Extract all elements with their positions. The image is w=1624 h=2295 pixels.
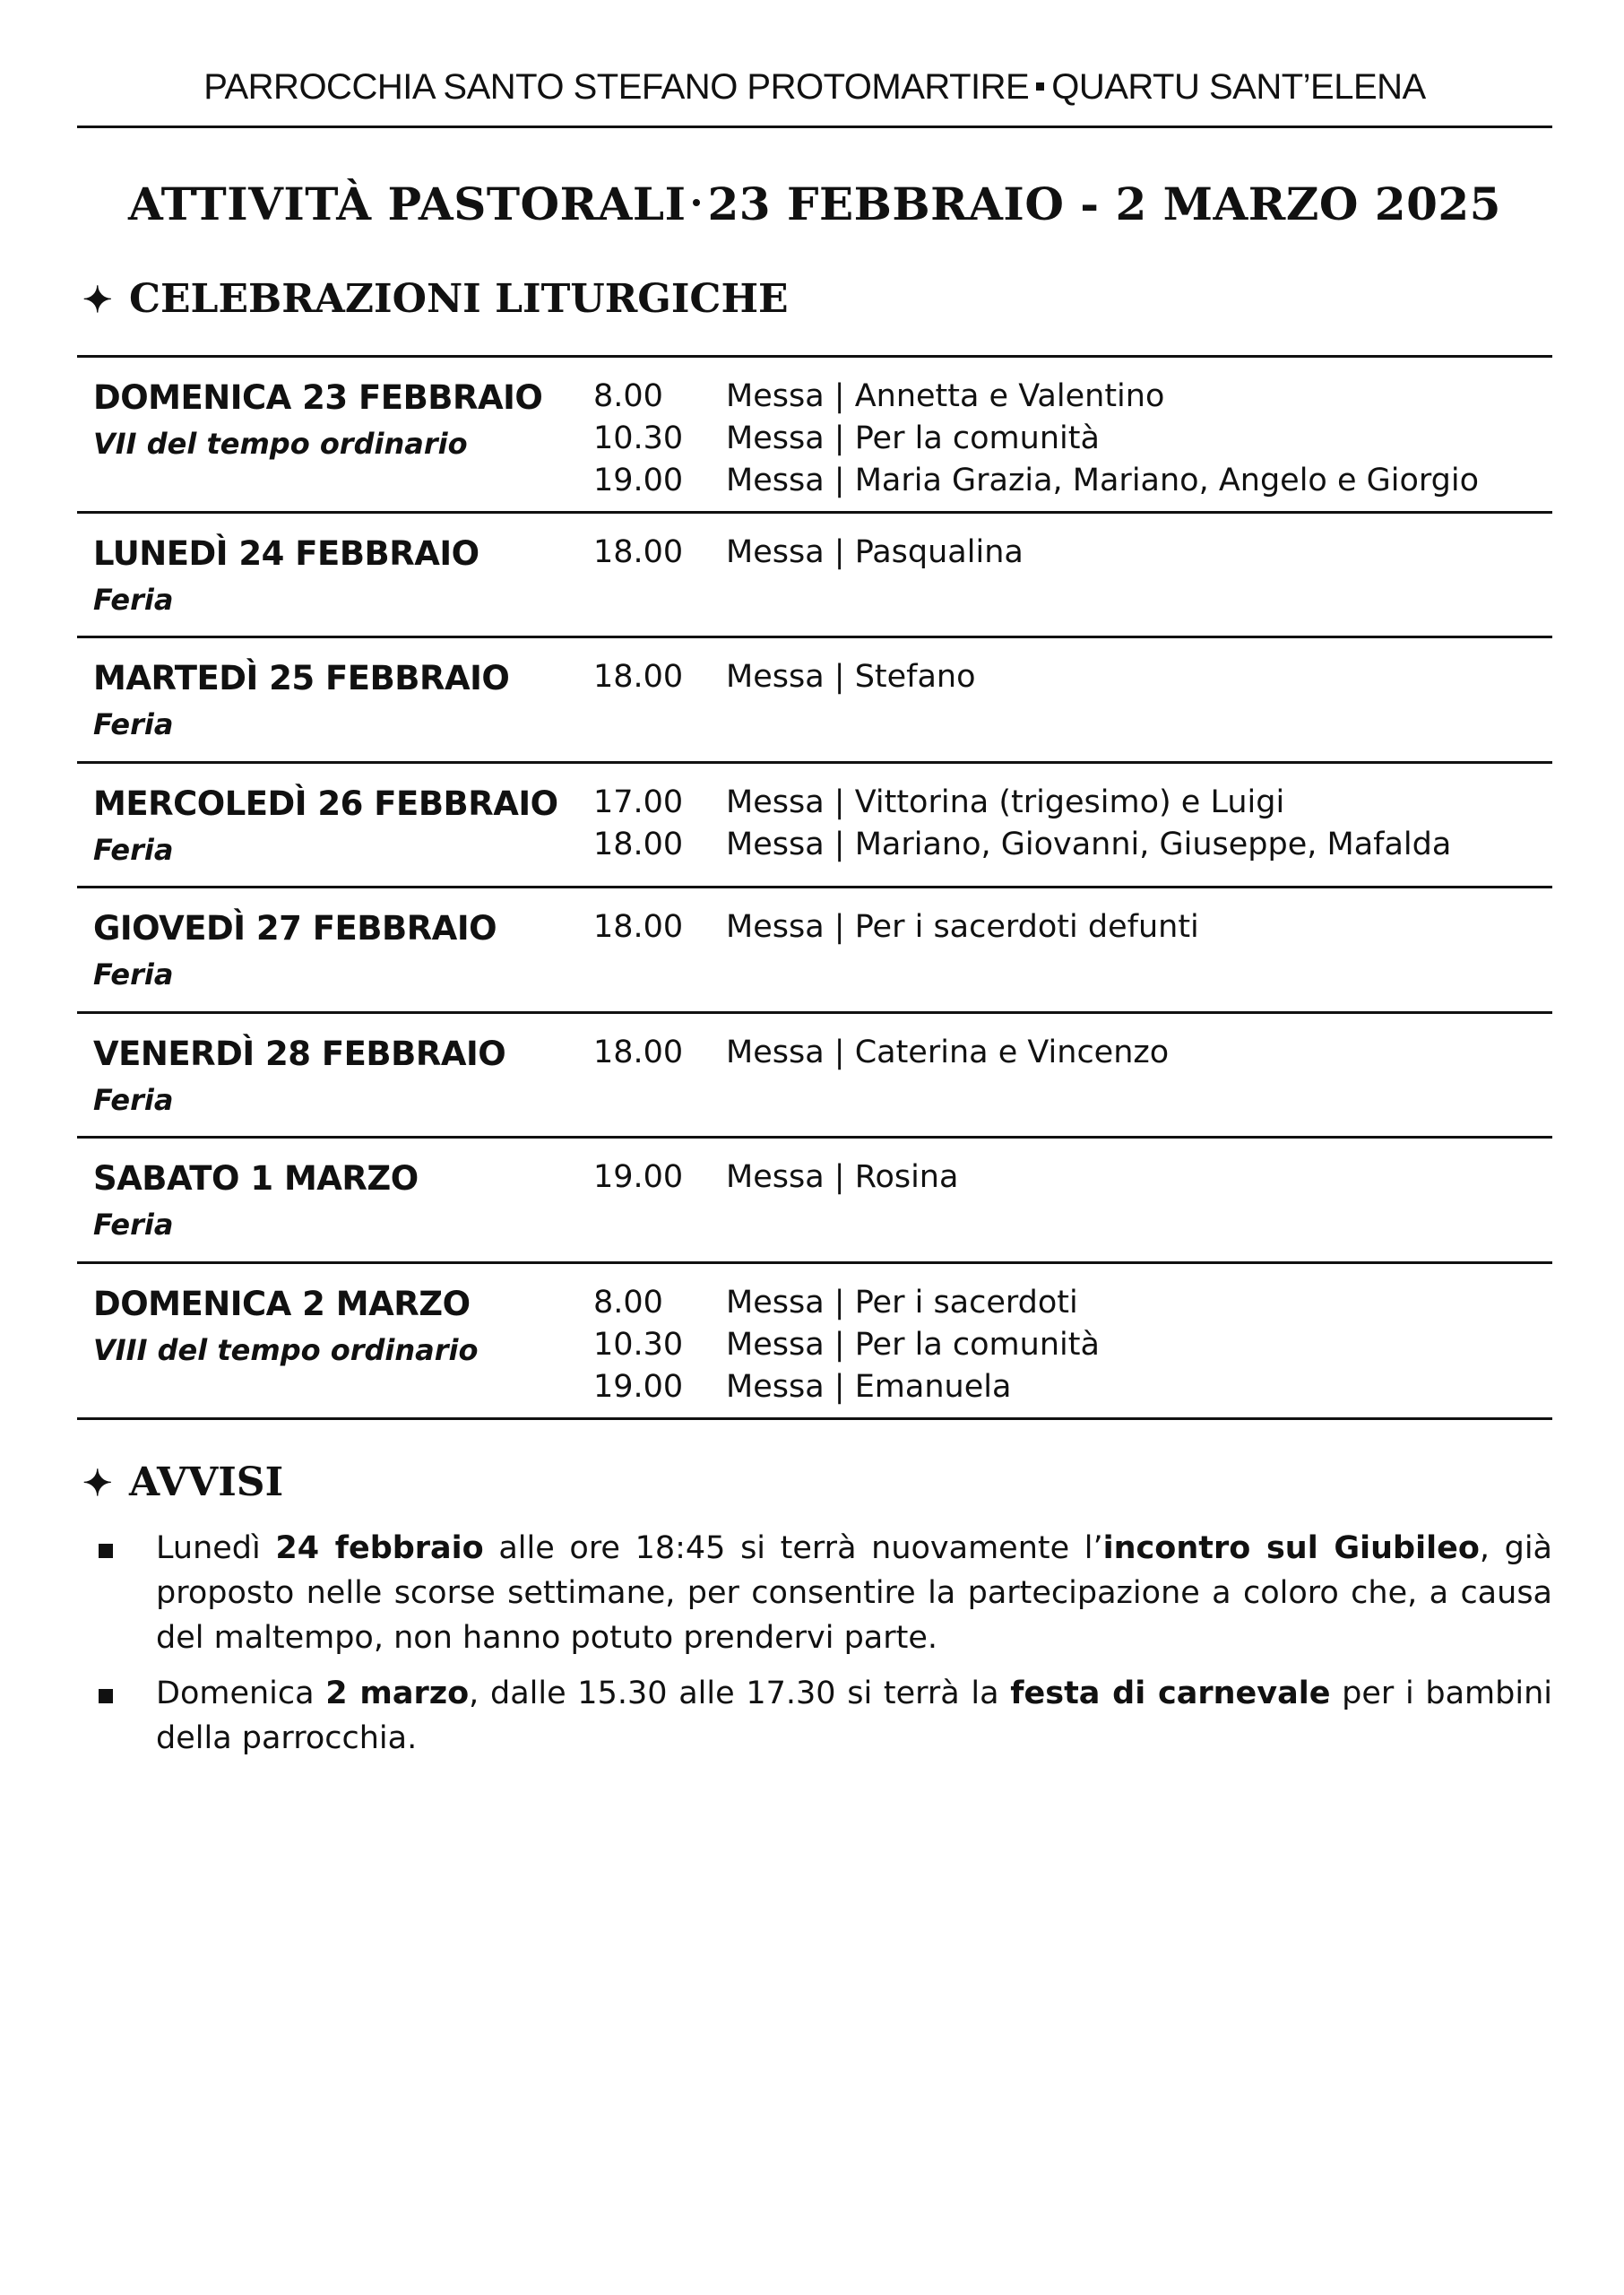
page-title	[77, 176, 1552, 233]
day-name: MERCOLEDÌ 26 FEBBRAIO	[93, 784, 558, 823]
event-item	[593, 460, 1543, 502]
notice-date-highlight: 24 febbraio	[275, 1530, 484, 1566]
event-time: 10.30	[593, 1327, 684, 1363]
day-name: VENERDÌ 28 FEBBRAIO	[93, 1035, 506, 1073]
day-name: LUNEDÌ 24 FEBBRAIO	[93, 534, 479, 573]
event-description: Messa | Mariano, Giovanni, Giuseppe, Mafalda	[726, 827, 1452, 862]
event-item	[593, 1282, 1543, 1324]
schedule-row	[77, 638, 1552, 764]
notice-text: Domenica	[156, 1676, 326, 1711]
day-name: DOMENICA 23 FEBBRAIO	[93, 378, 543, 417]
day-name: GIOVEDÌ 27 FEBBRAIO	[93, 909, 497, 948]
event-time: 18.00	[593, 659, 684, 695]
schedule-row	[77, 1139, 1552, 1264]
header-divider	[77, 126, 1552, 128]
event-list	[593, 532, 1543, 574]
schedule-row	[77, 514, 1552, 638]
event-item	[593, 782, 1543, 824]
event-time: 10.30	[593, 420, 684, 456]
notice-event-highlight: incontro sul Giubileo	[1102, 1530, 1480, 1566]
event-time: 19.00	[593, 1159, 684, 1195]
event-description: Messa | Per i sacerdoti	[726, 1285, 1078, 1321]
day-name: MARTEDÌ 25 FEBBRAIO	[93, 659, 510, 697]
event-list	[593, 656, 1543, 698]
notice-text: , dalle 15.30 alle 17.30 si terrà la	[469, 1676, 1011, 1711]
day-liturgical-note: VII del tempo ordinario	[93, 427, 468, 461]
dot-separator-icon	[693, 199, 700, 206]
square-bullet-icon	[99, 1689, 113, 1703]
section-heading-liturgy	[82, 274, 789, 325]
event-item	[593, 1156, 1543, 1199]
event-time: 8.00	[593, 1285, 663, 1321]
event-item	[593, 824, 1543, 866]
notice-item	[77, 1671, 1552, 1761]
event-time: 19.00	[593, 1369, 684, 1405]
event-description: Messa | Emanuela	[726, 1369, 1012, 1405]
event-time: 18.00	[593, 1035, 684, 1070]
notice-item	[77, 1526, 1552, 1660]
schedule-row	[77, 1014, 1552, 1139]
section-heading-notices	[82, 1458, 283, 1509]
event-item	[593, 656, 1543, 698]
event-list	[593, 1156, 1543, 1199]
parish-town: QUARTU SANT’ELENA	[1051, 67, 1426, 107]
event-time: 17.00	[593, 784, 684, 820]
event-description: Messa | Per i sacerdoti defunti	[726, 909, 1199, 945]
day-liturgical-note: Feria	[93, 583, 174, 617]
page-title-dates: 23 FEBBRAIO - 2 MARZO 2025	[707, 178, 1501, 230]
event-list	[593, 782, 1543, 866]
event-item	[593, 532, 1543, 574]
notices-list	[77, 1526, 1552, 1771]
event-time: 8.00	[593, 378, 663, 414]
section-heading-liturgy-label: CELEBRAZIONI LITURGICHE	[129, 276, 789, 322]
event-description: Messa | Vittorina (trigesimo) e Luigi	[726, 784, 1285, 820]
liturgy-schedule-table	[77, 355, 1552, 1420]
event-list	[593, 1282, 1543, 1408]
event-description: Messa | Caterina e Vincenzo	[726, 1035, 1170, 1070]
parish-name: PARROCCHIA SANTO STEFANO PROTOMARTIRE	[203, 67, 1030, 107]
day-liturgical-note: Feria	[93, 1208, 174, 1242]
day-name: DOMENICA 2 MARZO	[93, 1285, 471, 1323]
event-item	[593, 376, 1543, 418]
four-pointed-star-icon: ✦	[82, 279, 113, 321]
notice-text: Lunedì	[156, 1530, 276, 1566]
event-description: Messa | Stefano	[726, 659, 976, 695]
event-item	[593, 418, 1543, 460]
event-description: Messa | Pasqualina	[726, 534, 1024, 570]
day-liturgical-note: Feria	[93, 833, 174, 867]
notice-text: per i bambini della parrocchia.	[156, 1676, 1552, 1756]
day-liturgical-note: Feria	[93, 1083, 174, 1117]
section-heading-notices-label: AVVISI	[129, 1459, 284, 1505]
day-liturgical-note: Feria	[93, 957, 174, 992]
event-time: 18.00	[593, 909, 684, 945]
schedule-row	[77, 764, 1552, 888]
event-item	[593, 906, 1543, 948]
event-description: Messa | Maria Grazia, Mariano, Angelo e Giorgio	[726, 463, 1480, 498]
event-description: Messa | Annetta e Valentino	[726, 378, 1165, 414]
event-list	[593, 906, 1543, 948]
notice-text: alle ore 18:45 si terrà nuovamente l’	[483, 1530, 1103, 1566]
square-separator-icon	[1036, 82, 1044, 91]
parish-header	[77, 65, 1552, 109]
day-liturgical-note: Feria	[93, 707, 174, 741]
notice-event-highlight: festa di carnevale	[1010, 1676, 1331, 1711]
event-time: 19.00	[593, 463, 684, 498]
square-bullet-icon	[99, 1544, 113, 1558]
event-description: Messa | Per la comunità	[726, 1327, 1100, 1363]
event-item	[593, 1032, 1543, 1074]
schedule-row	[77, 1264, 1552, 1420]
event-time: 18.00	[593, 534, 684, 570]
four-pointed-star-icon: ✦	[82, 1462, 113, 1504]
notice-text: , già proposto nelle scorse settimane, per consentire la partecipazione a coloro che, a causa del maltempo, non hanno potuto prendervi parte.	[156, 1530, 1553, 1656]
event-item	[593, 1366, 1543, 1408]
event-list	[593, 1032, 1543, 1074]
notice-date-highlight: 2 marzo	[325, 1676, 470, 1711]
event-item	[593, 1324, 1543, 1366]
day-liturgical-note: VIII del tempo ordinario	[93, 1333, 479, 1367]
event-list	[593, 376, 1543, 502]
schedule-row	[77, 358, 1552, 514]
event-description: Messa | Rosina	[726, 1159, 959, 1195]
schedule-row	[77, 888, 1552, 1014]
page-title-activity: ATTIVITÀ PASTORALI	[128, 178, 687, 230]
event-time: 18.00	[593, 827, 684, 862]
event-description: Messa | Per la comunità	[726, 420, 1100, 456]
day-name: SABATO 1 MARZO	[93, 1159, 419, 1198]
